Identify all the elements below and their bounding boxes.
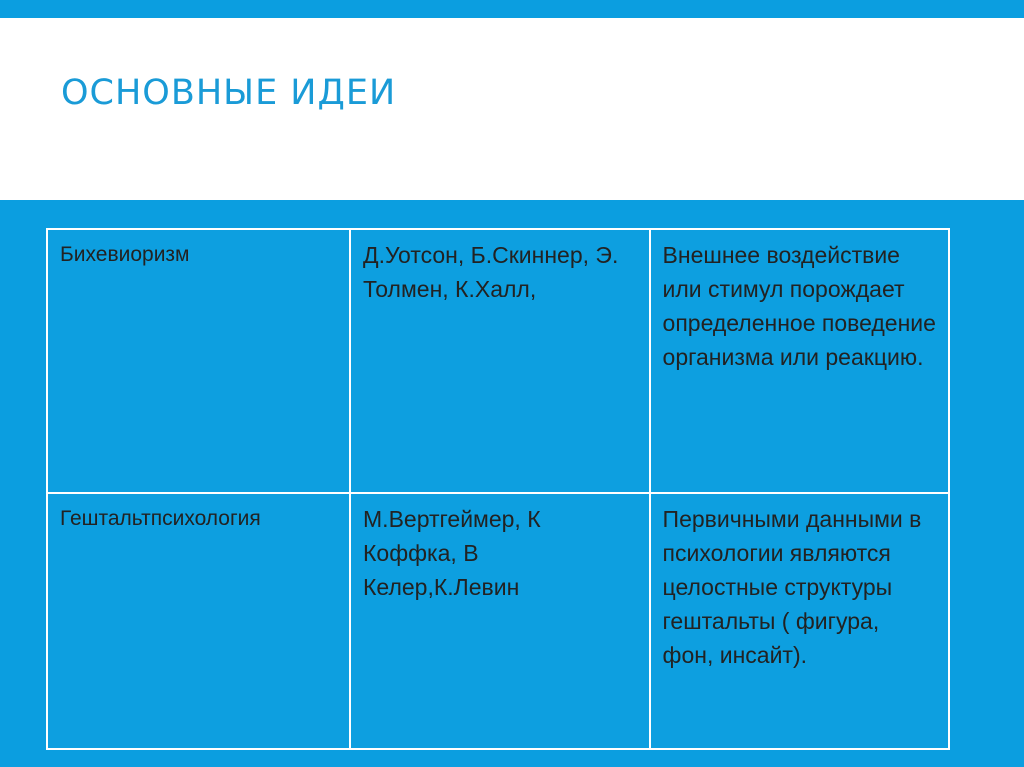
table-row [47, 493, 949, 749]
table-row [47, 229, 949, 493]
authors-cell: Д.Уотсон, Б.Скиннер, Э. Толмен, К.Халл, [350, 229, 650, 493]
slide-title: ОСНОВНЫЕ ИДЕИ [61, 73, 397, 113]
school-cell: Гештальтпсихология [47, 493, 350, 749]
slide-header [0, 18, 1024, 200]
top-accent-bar [0, 0, 1024, 18]
school-cell: Бихевиоризм [47, 229, 350, 493]
authors-cell: М.Вертгеймер, К Коффка, В Келер,К.Левин [350, 493, 650, 749]
idea-cell: Внешнее воздействие или стимул порождает определенное поведение организма или реакцию. [650, 229, 949, 493]
idea-cell: Первичными данными в психологии являются целостные структуры гештальты ( фигура, фон, инсайт). [650, 493, 949, 749]
ideas-table [46, 228, 950, 750]
